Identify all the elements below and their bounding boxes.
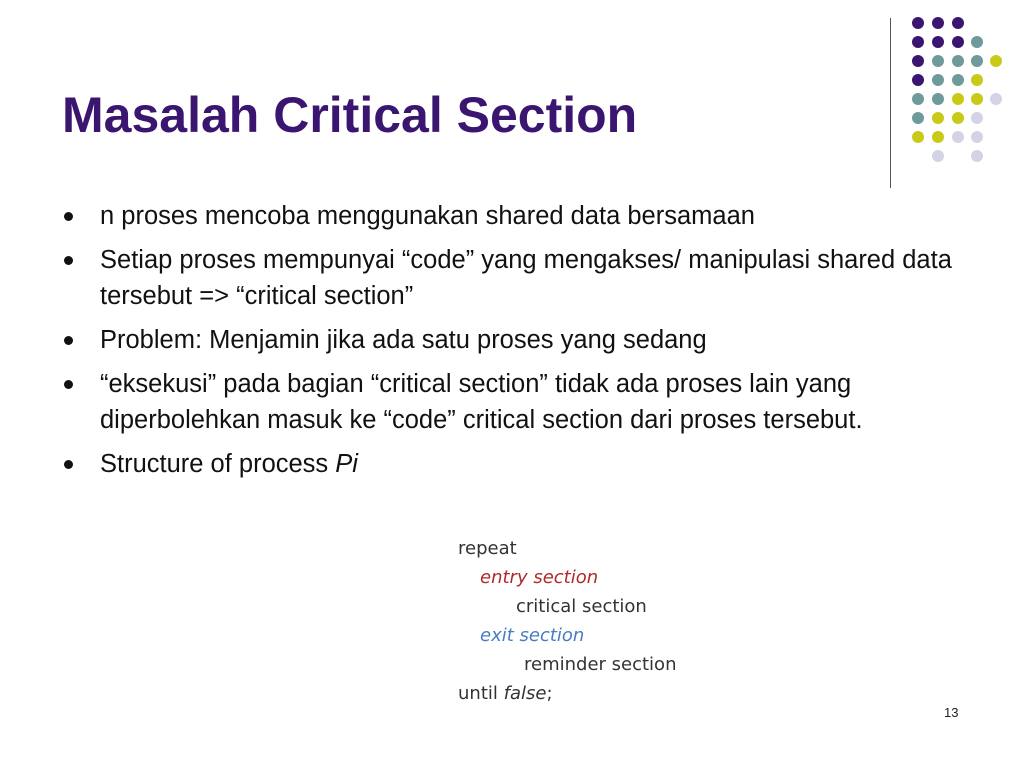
bullet-item bbox=[62, 446, 962, 482]
decor-dot bbox=[912, 36, 924, 48]
process-structure-code bbox=[458, 534, 676, 708]
bullet-text: Setiap proses mempunyai “code” yang mengakses/ manipulasi shared data tersebut => “critical section” bbox=[100, 246, 952, 310]
decor-dot bbox=[990, 93, 1002, 105]
bullet-text: Problem: Menjamin jika ada satu proses yang sedang bbox=[100, 326, 707, 354]
decor-dot bbox=[932, 150, 944, 162]
code-line-critical-section: critical section bbox=[516, 596, 647, 617]
decor-dot bbox=[952, 93, 964, 105]
code-line-exit-section: exit section bbox=[480, 625, 585, 646]
decor-dot bbox=[932, 17, 944, 29]
decor-dot bbox=[932, 93, 944, 105]
bullet-list bbox=[62, 198, 962, 490]
decor-dot bbox=[932, 131, 944, 143]
decor-dot bbox=[971, 150, 983, 162]
decor-dot bbox=[971, 131, 983, 143]
decor-dot bbox=[912, 93, 924, 105]
decor-dot bbox=[952, 17, 964, 29]
bullet-text: n proses mencoba menggunakan shared data bersamaan bbox=[100, 202, 755, 230]
decor-dot bbox=[952, 55, 964, 67]
decor-dot bbox=[971, 74, 983, 86]
decor-dot bbox=[952, 36, 964, 48]
bullet-item bbox=[62, 242, 962, 314]
bullet-text: “eksekusi” pada bagian “critical section” tidak ada proses lain yang diperbolehkan masuk ke “code” critical section dari proses tersebut. bbox=[100, 370, 863, 434]
code-line-reminder-section: reminder section bbox=[524, 654, 677, 675]
code-line-entry-section: entry section bbox=[480, 567, 599, 588]
decor-dot bbox=[912, 74, 924, 86]
bullet-item bbox=[62, 198, 962, 234]
decor-dot bbox=[971, 112, 983, 124]
bullet-dot-icon bbox=[64, 212, 73, 221]
decor-dot bbox=[952, 131, 964, 143]
decor-dot bbox=[932, 74, 944, 86]
decor-dot bbox=[912, 55, 924, 67]
decor-dot bbox=[971, 93, 983, 105]
process-name-italic: Pi bbox=[335, 450, 358, 478]
decor-dot bbox=[971, 36, 983, 48]
bullet-dot-icon bbox=[64, 256, 73, 265]
decor-dot bbox=[932, 112, 944, 124]
code-line-until bbox=[458, 679, 676, 708]
vertical-divider-line bbox=[890, 18, 891, 188]
decor-dot bbox=[952, 74, 964, 86]
code-false-keyword: false bbox=[503, 683, 547, 704]
decor-dot bbox=[990, 55, 1002, 67]
decor-dot bbox=[912, 131, 924, 143]
bullet-item bbox=[62, 322, 962, 358]
decor-dot bbox=[971, 55, 983, 67]
code-until-keyword: until bbox=[458, 683, 504, 704]
bullet-dot-icon bbox=[64, 460, 73, 469]
decor-dot bbox=[912, 112, 924, 124]
decor-dot bbox=[952, 112, 964, 124]
decor-dot bbox=[932, 55, 944, 67]
code-line-repeat: repeat bbox=[458, 538, 517, 559]
bullet-dot-icon bbox=[64, 336, 73, 345]
decor-dot bbox=[932, 36, 944, 48]
code-semicolon: ; bbox=[546, 683, 553, 704]
bullet-text: Structure of process bbox=[100, 450, 336, 478]
decor-dot bbox=[912, 17, 924, 29]
bullet-item bbox=[62, 366, 962, 438]
page-number: 13 bbox=[944, 705, 959, 720]
slide-title: Masalah Critical Section bbox=[62, 87, 638, 143]
bullet-dot-icon bbox=[64, 380, 73, 389]
